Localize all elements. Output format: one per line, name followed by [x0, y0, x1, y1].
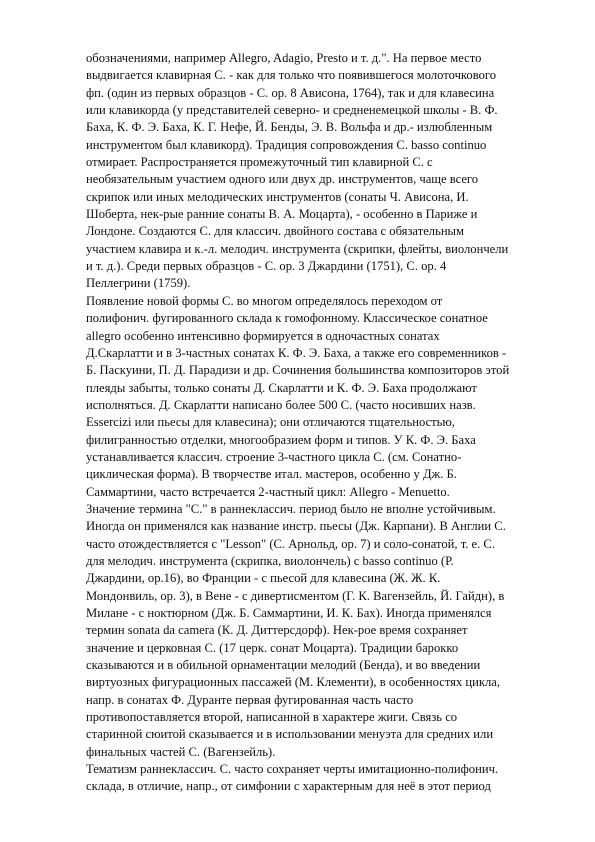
text-line: склада, в отличие, напр., от симфонии с характерным для неё в этот период — [86, 779, 491, 794]
text-line: Иногда он применялся как название инстр. пьесы (Дж. Карпани). В Англии С. — [86, 519, 506, 534]
text-line: и т. д.). Среди первых образцов - С. ор. 3 Джардини (1751), С. ор. 4 — [86, 259, 447, 274]
text-line: отмирает. Распространяется промежуточный тип клавирной С. с — [86, 155, 433, 170]
text-line: Essercizi или пьесы для клавесина); они отличаются тщательностью, — [86, 415, 455, 430]
text-line: Шоберта, нек-рые ранние сонаты В. А. Моцарта), - особенно в Париже и — [86, 207, 478, 222]
text-line: устанавливается классич. строение 3-частного цикла С. (см. Сонатно- — [86, 449, 462, 464]
text-line: плеяды забыты, только сонаты Д. Скарлатти и К. Ф. Э. Баха продолжают — [86, 380, 477, 395]
text-line: участием клавира и к.-л. мелодич. инструмента (скрипки, флейты, виолончели — [86, 241, 509, 256]
text-line: для мелодич. инструмента (скрипка, виолончель) с basso continuo (Р. — [86, 553, 454, 568]
text-line: выдвигается клавирная С. - как для только что появившегося молоточкового — [86, 68, 497, 83]
text-line: Тематизм раннеклассич. С. часто сохраняет черты имитационно-полифонич. — [86, 762, 499, 777]
text-line: Саммартини, часто встречается 2-частный цикл: Allegro - Menuetto. — [86, 484, 450, 499]
text-line: Б. Паскуини, П. Д. Парадизи и др. Сочинения большинства композиторов этой — [86, 363, 510, 378]
text-line: исполняться. Д. Скарлатти написано более 500 С. (часто носивших назв. — [86, 397, 476, 412]
text-line: allegro особенно интенсивно формируется в одночастных сонатах — [86, 328, 440, 343]
text-line: Появление новой формы С. во многом определялось переходом от — [86, 293, 443, 308]
text-line: сказываются и в обильной орнаментации мелодий (Бенда), и во введении — [86, 658, 481, 673]
text-line: Мондонвиль, ор. 3), в Вене - с дивертисментом (Г. К. Вагензейль, Й. Гайдн), в — [86, 588, 505, 603]
text-line: фп. (один из первых образцов - С. ор. 8 Ависона, 1764), так и для клавесина — [86, 85, 495, 100]
text-line: циклическая форма). В творчестве итал. мастеров, особенно у Дж. Б. — [86, 467, 457, 482]
text-line: полифонич. фугированного склада к гомофонному. Классическое сонатное — [86, 311, 488, 326]
text-line: необязательным участием одного или двух др. инструментов, чаще всего — [86, 172, 479, 187]
text-line: Милане - с ноктюрном (Дж. Б. Саммартини, И. К. Бах). Иногда применялся — [86, 606, 492, 620]
text-line: Пеллегрини (1759). — [86, 276, 191, 291]
text-line: Джардини, ор.16), во Франции - с пьесой для клавесина (Ж. Ж. К. — [86, 571, 441, 586]
text-line: значение и церковная С. (17 церк. сонат Моцарта). Традиции барокко — [86, 640, 459, 655]
text-line: противопоставляется второй, написанной в характере жиги. Связь со — [86, 710, 458, 725]
text-line: напр. в сонатах Ф. Дуранте первая фугированная часть часто — [86, 692, 414, 707]
text-line: скрипок или иных мелодических инструментов (сонаты Ч. Ависона, И. — [86, 189, 469, 204]
text-line: виртуозных фигурационных пассажей (М. Клементи), в особенностях цикла, — [86, 675, 501, 690]
text-line: Лондоне. Создаются С. для классич. двойного состава с обязательным — [86, 224, 464, 239]
text-line: часто отождествляется с "Lesson" (С. Арнольд, ор. 7) и соло-сонатой, т. е. С. — [86, 536, 495, 551]
document-body — [86, 50, 530, 796]
text-line: обозначениями, например Allegro, Adagio, Presto и т. д.". На первое место — [86, 51, 482, 65]
text-line: инструментом был клавикорд). Традиция сопровождения С. basso continuo — [86, 137, 487, 152]
text-line: или клавикорда (у представителей северно- и средненемецкой школы - В. Ф. — [86, 103, 498, 118]
text-line: Баха, К. Ф. Э. Баха, К. Г. Нефе, Й. Бенды, Э. В. Вольфа и др.- излюбленным — [86, 120, 493, 135]
text-line: филигранностью отделки, многообразием форм и типов. У К. Ф. Э. Баха — [86, 432, 476, 447]
text-line: термин sonata da camera (К. Д. Диттерсдорф). Нек-рое время сохраняет — [86, 623, 468, 638]
text-line: старинной сюитой сказывается и в использовании менуэта для средних или — [86, 727, 494, 742]
text-line: финальных частей С. (Вагензейль). — [86, 744, 276, 759]
text-line: Д.Скарлатти и в 3-частных сонатах К. Ф. Э. Баха, а также его современников - — [86, 345, 507, 360]
text-line: Значение термина "С." в раннеклассич. период было не вполне устойчивым. — [86, 501, 496, 516]
